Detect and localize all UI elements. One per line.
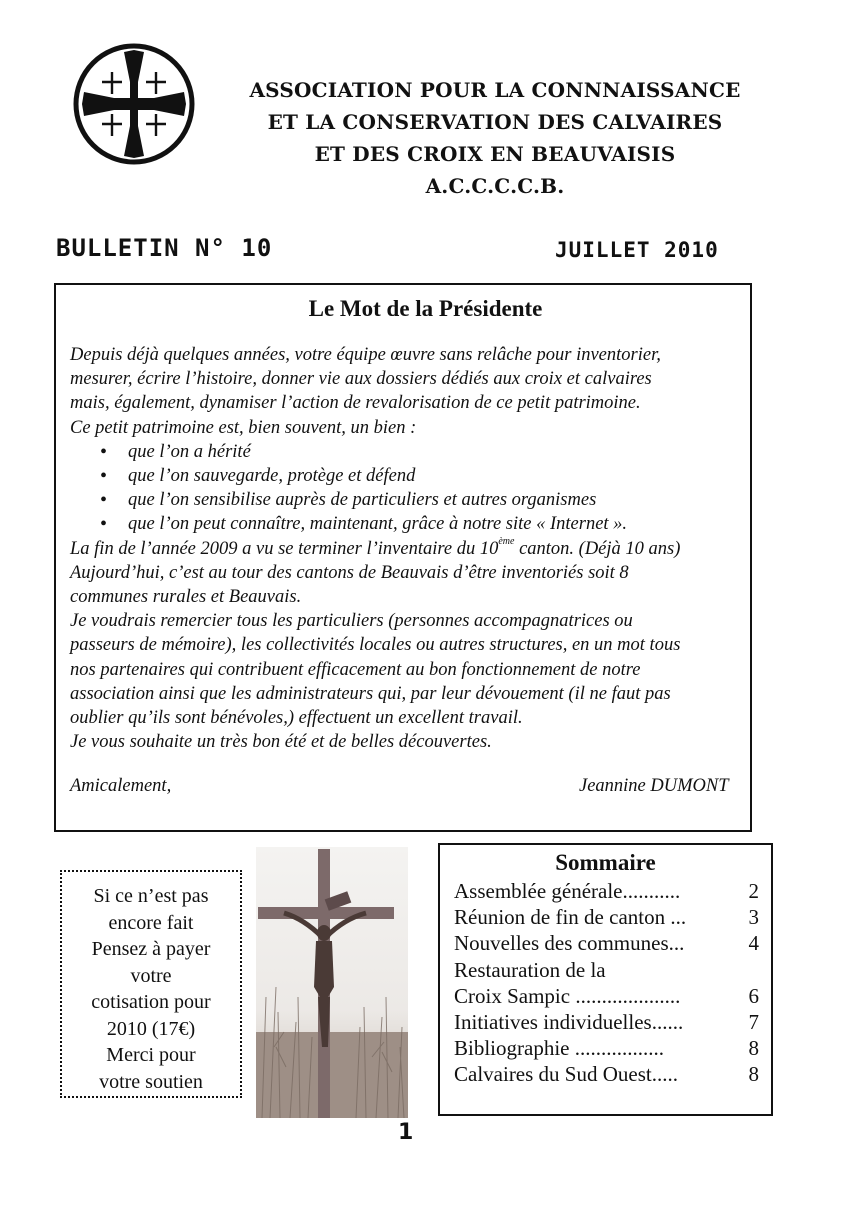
body-line: association ainsi que les administrateurs qui, par leur dévouement (il ne faut pas [70, 683, 671, 704]
toc-entry-label: Assemblée générale........... [454, 879, 681, 903]
table-of-contents-title: Sommaire [555, 850, 656, 875]
body-line: Aujourd’hui, c’est au tour des cantons de Beauvais d’être inventoriés soit 8 [70, 562, 629, 583]
body-line: Je vous souhaite un très bon été et de belles découvertes. [70, 732, 492, 753]
reminder-line: votre [130, 964, 172, 987]
reminder-line: Pensez à payer [91, 938, 211, 960]
toc-entry-label: Restauration de la [454, 957, 606, 982]
org-line: ASSOCIATION POUR LA CONNNAISSANCE [249, 78, 741, 102]
bullet-item: • que l’on sensibilise auprès de particuliers et autres organismes [70, 488, 770, 512]
toc-entry-page: 8 [748, 1036, 759, 1061]
reminder-line: cotisation pour [91, 991, 211, 1013]
toc-entry[interactable] [454, 904, 759, 930]
org-line: ET LA CONSERVATION DES CALVAIRES [267, 110, 723, 134]
table-of-contents-list [454, 878, 759, 1088]
toc-entry-page: 6 [748, 983, 759, 1008]
body-line [70, 537, 770, 561]
toc-entry[interactable] [454, 983, 759, 1009]
reminder-line: votre soutien [99, 1070, 203, 1093]
toc-entry[interactable] [454, 878, 759, 904]
reminder-line: encore fait [108, 911, 194, 934]
body-line: Depuis déjà quelques années, votre équipe œuvre sans relâche pour inventorier, [70, 345, 661, 365]
toc-entry-label: Nouvelles des communes... [454, 931, 685, 956]
toc-entry-label: Réunion de fin de canton ... [454, 905, 687, 930]
reminder-line: 2010 (17€) [106, 1017, 196, 1040]
body-line: communes rurales et Beauvais. [70, 587, 302, 608]
ordinal-suffix: ème [498, 535, 515, 547]
toc-entry-page: 8 [748, 1062, 759, 1087]
bullet-item: • que l’on a hérité [70, 440, 770, 464]
toc-entry-page: 2 [748, 879, 759, 903]
body-line: Ce petit patrimoine est, bien souvent, un bien : [70, 417, 417, 438]
body-line: passeurs de mémoire), les collectivités locales ou autres structures, en un mot tous [70, 635, 681, 656]
organization-name [230, 74, 760, 202]
membership-reminder-box [60, 870, 242, 1098]
toc-entry-page: 3 [748, 905, 759, 930]
calvary-photo [256, 847, 408, 1118]
president-message-body [70, 343, 770, 754]
association-logo [72, 42, 196, 166]
org-acronym: A.C.C.C.C.B. [425, 174, 565, 198]
signature: Jeannine DUMONT [579, 776, 729, 796]
reminder-line: Si ce n’est pas [93, 885, 209, 907]
body-line: oublier qu’ils sont bénévoles,) effectuent un excellent travail. [70, 708, 523, 729]
body-line: Je voudrais remercier tous les particuliers (personnes accompagnatrices ou [70, 611, 633, 632]
bullet-item: • que l’on sauvegarde, protège et défend [70, 464, 770, 488]
toc-entry[interactable] [454, 1009, 759, 1035]
toc-entry-label: Croix Sampic .................... [454, 983, 681, 1008]
toc-entry-page [751, 957, 759, 983]
page-number: 1 [398, 1120, 414, 1145]
toc-entry[interactable] [454, 1035, 759, 1061]
body-line: nos partenaires qui contribuent efficacement au bon fonctionnement de notre [70, 659, 641, 680]
fin-text-end: canton. (Déjà 10 ans) [514, 538, 681, 559]
toc-entry[interactable] [454, 1061, 759, 1087]
toc-entry-page: 7 [748, 1010, 759, 1035]
reminder-line: Merci pour [106, 1044, 196, 1066]
bulletin-date: JUILLET 2010 [555, 238, 719, 262]
bulletin-number: BULLETIN N° 10 [56, 234, 273, 262]
bullet-item: • que l’on peut connaître, maintenant, grâce à notre site « Internet ». [70, 512, 770, 536]
toc-entry[interactable] [454, 930, 759, 956]
closing-salutation: Amicalement, [70, 776, 172, 796]
org-line: ET DES CROIX EN BEAUVAISIS [314, 142, 676, 166]
bullet-list [70, 440, 770, 537]
cross-pattee-icon [82, 50, 186, 158]
president-message-title: Le Mot de la Présidente [308, 296, 543, 321]
toc-entry-label: Bibliographie ................. [454, 1036, 664, 1061]
body-line: mais, également, dynamiser l’action de revalorisation de ce petit patrimoine. [70, 393, 641, 414]
toc-entry-label: Calvaires du Sud Ouest..... [454, 1062, 678, 1087]
toc-entry-page: 4 [748, 931, 759, 956]
body-line: mesurer, écrire l’histoire, donner vie aux dossiers dédiés aux croix et calvaires [70, 369, 652, 390]
toc-entry[interactable] [454, 957, 759, 983]
toc-entry-label: Initiatives individuelles...... [454, 1010, 684, 1035]
fin-text-start: La fin de l’année 2009 a vu se terminer l’inventaire du 10 [70, 538, 499, 559]
